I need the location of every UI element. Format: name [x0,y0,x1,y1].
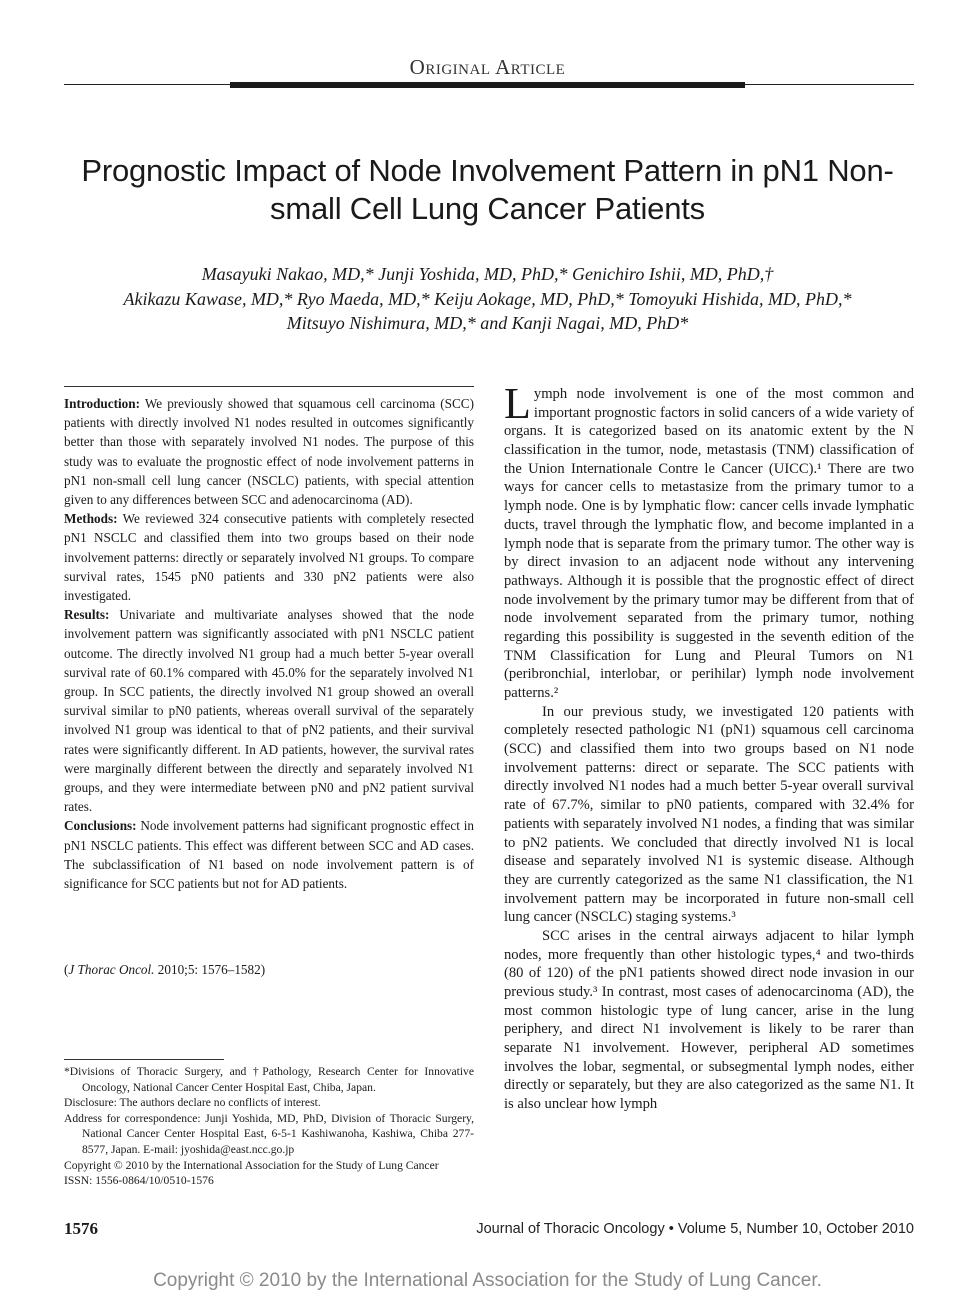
abstract-text: Univariate and multivariate analyses showed that the node involvement pattern was significantly associated with pN1 NSCLC patient outcome. The directly involved N1 group had a much better 5-year overall survival rate of 60.1% compared with 45.0% for the separately involved N1 group. In SCC patients, the directly involved N1 group showed an overall survival similar to pN0 patients, whereas overall survival of the separately involved N1 group was identical to that of pN2 patients, and their survival rates were significantly different. In AD patients, however, the survival rates were marginally different between the directly and separately involved N1 groups, and they were intermediate between pN0 and pN2 patient survival rates. [64,607,474,815]
abstract-rule [64,386,474,387]
article-title: Prognostic Impact of Node Involvement Pattern in pN1 Non-small Cell Lung Cancer Patients [81,153,894,226]
footnote-address: Address for correspondence: Junji Yoshida, MD, PhD, Division of Thoracic Surgery, National Cancer Center Hospital East, 6-5-1 Kashiwanoha, Kashiwa, Chiba 277-8577, Japan. E-mail: jyoshida@east.ncc.go.jp [64,1111,474,1156]
body-paragraph-3: SCC arises in the central airways adjacent to hilar lymph nodes, more frequently than other histologic types,⁴ and two-thirds (80 of 120) of the pN1 patients showed direct node invasion in our previous study.³ In contrast, most cases of adenocarcinoma (AD), the most common histologic type of lung cancer, arise in the lung periphery, and direct N1 involvement is likely to be rarer than separate N1 involvement. However, peripheral AD sometimes involves the lobar, segmental, or subsegmental lymph nodes, either directly or separately, but they are also categorized as the same N1. It is also unclear how lymph [504,927,914,1113]
citation-open: ( [64,962,69,977]
abstract-text: Node involvement patterns had significant prognostic effect in pN1 NSCLC patients. This effect was different between SCC and AD cases. The subclassification of N1 based on node involvement pattern is of significance for SCC patients but not for AD patients. [64,818,474,892]
footnote-rule [64,1059,224,1060]
abstract-label: Results: [64,607,110,623]
footnote-copyright: Copyright © 2010 by the International Association for the Study of Lung Cancer [64,1158,439,1172]
abstract-methods [64,509,474,605]
abstract-text: We previously showed that squamous cell carcinoma (SCC) patients with directly involved N1 nodes resulted in outcomes significantly better than those with separately involved N1 nodes. The purpose of this study was to evaluate the prognostic effect of node involvement patterns in pN1 non-small cell lung cancer (NSCLC) patients, with special attention given to any differences between SCC and adenocarcinoma (AD). [64,396,474,508]
footnotes [64,1064,474,1189]
citation-journal: J Thorac Oncol. [68,962,155,977]
author-list [60,262,915,336]
author-line: Masayuki Nakao, MD,* Junji Yoshida, MD, PhD,* Genichiro Ishii, MD, PhD,† [201,264,774,284]
body-text [504,379,914,1114]
abstract-text: We reviewed 324 consecutive patients with completely resected pN1 NSCLC and classified them into two groups based on their node involvement patterns: directly or separately involved N1 groups. To compare survival rates, 1545 pN0 patients and 330 pN2 patients were also investigated. [64,511,474,604]
page-number: 1576 [64,1219,98,1238]
body-paragraph-2: In our previous study, we investigated 120 patients with completely resected pathologic N1 (pN1) squamous cell carcinoma (SCC) and classified them into two groups based on N1 node involvement patterns: direct or separate. The SCC patients with directly involved N1 nodes had a much better 5-year overall survival rate of 67.7%, similar to pN0 patients, compared with 32.4% for patients with separately involved N1 nodes, a finding that was similar to pN2 patients. We concluded that directly involved N1 is local disease and separately involved N1 is systemic disease. Although they are currently categorized as the same N1 classification, the N1 involvement pattern may be incorporated in future non-small cell lung cancer (NSCLC) staging systems.³ [504,703,914,926]
abstract-label: Methods: [64,511,118,527]
copyright-banner: Copyright © 2010 by the International Association for the Study of Lung Cancer. [153,1270,822,1291]
header-rule-thick [230,82,745,88]
abstract-label: Conclusions: [64,818,137,834]
drop-cap: L [504,379,531,428]
abstract [64,394,474,893]
body-paragraph-1 [504,379,914,703]
journal-info: Journal of Thoracic Oncology • Volume 5, Number 10, October 2010 [476,1221,914,1237]
paragraph-text: ymph node involvement is one of the most common and important prognostic factors in solid cancers of a wide variety of organs. It is categorized based on its anatomic extent by the N classification in the tumor, node, metastasis (TNM) classification of the Union Internationale Contre le Cancer (UICC).¹ There are two ways for cancer cells to metastasize from the primary tumor to a lymph node. One is by lymphatic flow: cancer cells invade lymphatic ducts, travel through the lymphatic flow, and become implanted in a lymph node that is separate from the primary tumor. The other way is by direct invasion to an adjacent node without any intervening pathways. Although it is possible that the prognostic effect of direct node involvement by the primary tumor may be different from that of node involvement separated from the primary tumor, nothing regarding this possibility is suggested in the seventh edition of the TNM Classification for Lung and Pleural Tumors on N1 (peribronchial, interlobar, or perihilar) lymph node involvement patterns.² [504,386,914,701]
footnote-disclosure: Disclosure: The authors declare no conflicts of interest. [64,1096,321,1110]
citation [64,960,474,979]
abstract-results [64,605,474,816]
footnote-issn: ISSN: 1556-0864/10/0510-1576 [64,1174,214,1188]
author-line: Akikazu Kawase, MD,* Ryo Maeda, MD,* Keiju Aokage, MD, PhD,* Tomoyuki Hishida, MD, PhD,* [123,288,852,309]
abstract-introduction [64,394,474,509]
abstract-label: Introduction: [64,396,140,411]
abstract-conclusions [64,816,474,893]
footnote-affiliation: *Divisions of Thoracic Surgery, and †Pathology, Research Center for Innovative Oncology, National Cancer Center Hospital East, Chiba, Japan. [64,1065,474,1094]
section-label: Original Article [409,55,566,79]
author-line: Mitsuyo Nishimura, MD,* and Kanji Nagai, MD, PhD* [286,313,689,333]
citation-rest: 2010;5: 1576–1582) [154,962,266,977]
